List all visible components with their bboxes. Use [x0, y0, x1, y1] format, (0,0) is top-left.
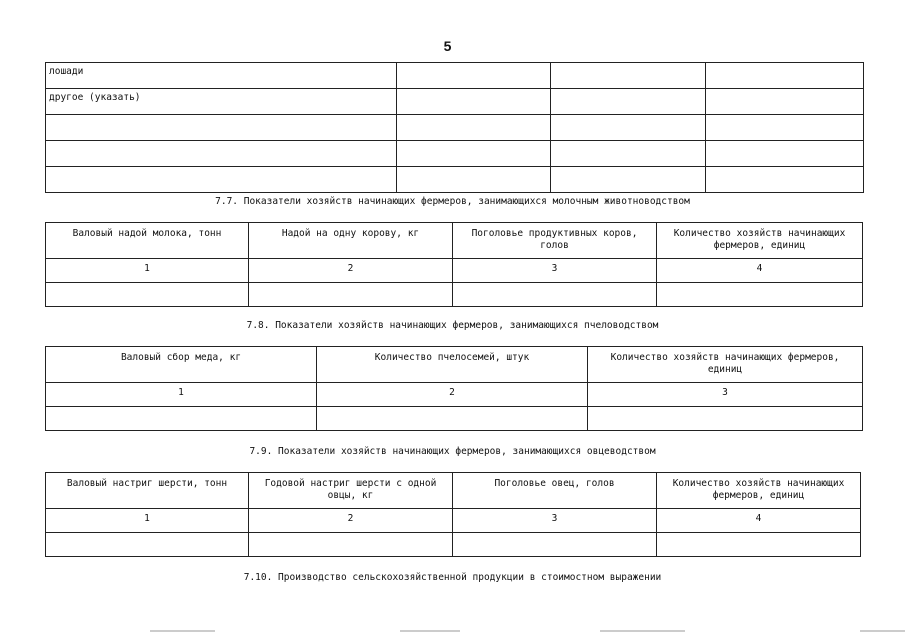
table-row [46, 89, 864, 115]
column-number: 4 [657, 259, 863, 283]
table-cell[interactable] [551, 141, 706, 167]
table-cell[interactable] [46, 533, 249, 557]
column-header: Годовой настриг шерсти с одной овцы, кг [249, 473, 453, 509]
column-number: 3 [453, 259, 657, 283]
column-number: 4 [657, 509, 861, 533]
column-number: 2 [249, 509, 453, 533]
column-number: 1 [46, 509, 249, 533]
column-header: Количество хозяйств начинающих фермеров, единиц [657, 223, 863, 259]
table-cell[interactable] [397, 141, 551, 167]
column-header: Количество хозяйств начинающих фермеров, единиц [657, 473, 861, 509]
column-number-row [46, 383, 863, 407]
table-cell[interactable] [551, 115, 706, 141]
table-cell[interactable] [453, 283, 657, 307]
table-cell[interactable] [657, 533, 861, 557]
table-cell[interactable] [249, 533, 453, 557]
beekeeping-table [45, 346, 863, 431]
sheep-table [45, 472, 861, 557]
column-header: Поголовье продуктивных коров, голов [453, 223, 657, 259]
table-header-row [46, 223, 863, 259]
column-header: Количество хозяйств начинающих фермеров, единиц [588, 347, 863, 383]
table-cell[interactable] [551, 167, 706, 193]
row-label-other: другое (указать) [46, 89, 397, 115]
table-cell[interactable] [46, 167, 397, 193]
continuation-table [45, 62, 864, 193]
page-number: 5 [443, 38, 452, 54]
table-cell[interactable] [397, 167, 551, 193]
column-header: Валовый надой молока, тонн [46, 223, 249, 259]
table-cell[interactable] [706, 63, 864, 89]
table-cell[interactable] [397, 63, 551, 89]
table-cell[interactable] [249, 283, 453, 307]
table-header-row [46, 347, 863, 383]
table-cell[interactable] [317, 407, 588, 431]
table-cell[interactable] [551, 63, 706, 89]
table-cell[interactable] [657, 283, 863, 307]
column-number: 1 [46, 259, 249, 283]
table-cell[interactable] [46, 407, 317, 431]
column-number-row [46, 509, 861, 533]
table-cell[interactable] [706, 115, 864, 141]
section-heading-7-9: 7.9. Показатели хозяйств начинающих фермеров, занимающихся овцеводством [249, 446, 656, 457]
table-cell[interactable] [46, 141, 397, 167]
column-header: Поголовье овец, голов [453, 473, 657, 509]
table-row [46, 141, 864, 167]
column-number: 2 [317, 383, 588, 407]
column-number-row [46, 259, 863, 283]
table-cell[interactable] [706, 89, 864, 115]
table-cell[interactable] [46, 283, 249, 307]
table-cell[interactable] [551, 89, 706, 115]
column-number: 1 [46, 383, 317, 407]
column-header: Количество пчелосемей, штук [317, 347, 588, 383]
table-row [46, 63, 864, 89]
section-heading-7-10: 7.10. Производство сельскохозяйственной продукции в стоимостном выражении [243, 572, 662, 583]
table-cell[interactable] [397, 89, 551, 115]
table-cell[interactable] [397, 115, 551, 141]
section-heading-7-8: 7.8. Показатели хозяйств начинающих фермеров, занимающихся пчеловодством [246, 320, 659, 331]
column-number: 3 [588, 383, 863, 407]
dairy-table [45, 222, 863, 307]
row-label-horses: лошади [46, 63, 397, 89]
table-row [46, 283, 863, 307]
table-cell[interactable] [706, 167, 864, 193]
table-cell[interactable] [46, 115, 397, 141]
column-number: 2 [249, 259, 453, 283]
table-row [46, 407, 863, 431]
table-row [46, 533, 861, 557]
table-cell[interactable] [706, 141, 864, 167]
column-number: 3 [453, 509, 657, 533]
column-header: Надой на одну корову, кг [249, 223, 453, 259]
column-header: Валовый сбор меда, кг [46, 347, 317, 383]
table-cell[interactable] [588, 407, 863, 431]
column-header: Валовый настриг шерсти, тонн [46, 473, 249, 509]
table-row [46, 167, 864, 193]
table-cell[interactable] [453, 533, 657, 557]
scan-artifacts [0, 625, 905, 640]
table-header-row [46, 473, 861, 509]
section-heading-7-7: 7.7. Показатели хозяйств начинающих фермеров, занимающихся молочным животноводством [215, 196, 690, 207]
table-row [46, 115, 864, 141]
